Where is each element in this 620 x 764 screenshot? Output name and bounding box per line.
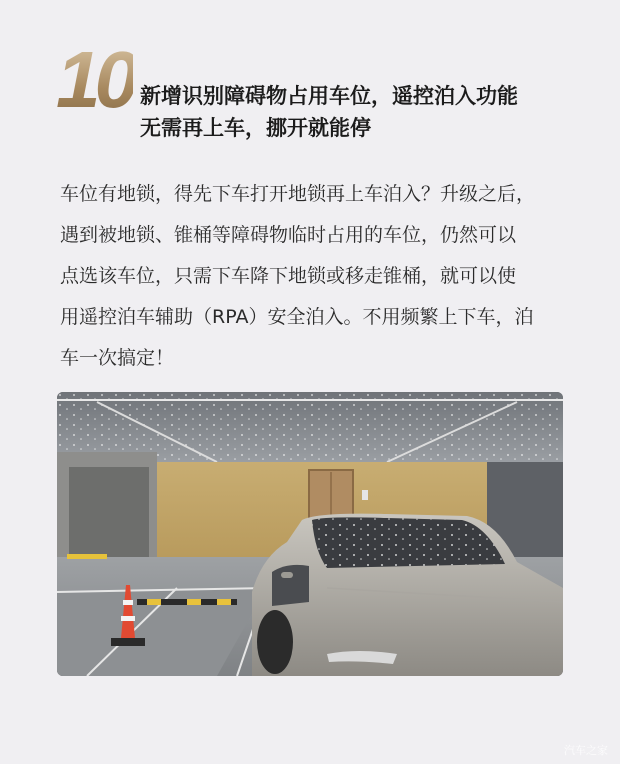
feature-title-line-2: 无需再上车，挪开就能停: [140, 116, 371, 140]
description-line-3: 点选该车位，只需下车降下地锁或移走锥桶，就可以使: [60, 265, 517, 287]
parking-garage-illustration: [57, 392, 563, 676]
description-line-1: 车位有地锁，得先下车打开地锁再上车泊入？升级之后，: [60, 183, 536, 205]
parking-garage-photo: [57, 392, 563, 676]
feature-description: [60, 174, 570, 379]
description-line-4: 用遥控泊车辅助（RPA）安全泊入。不用频繁上下车，泊: [60, 306, 534, 328]
feature-title: [140, 80, 518, 144]
feature-title-line-1: 新增识别障碍物占用车位，遥控泊入功能: [140, 84, 518, 108]
description-line-2: 遇到被地锁、锥桶等障碍物临时占用的车位，仍然可以: [60, 224, 517, 246]
section-number: 10: [56, 35, 133, 124]
watermark: 汽车之家: [564, 744, 608, 757]
description-line-5: 车一次搞定！: [60, 347, 175, 369]
